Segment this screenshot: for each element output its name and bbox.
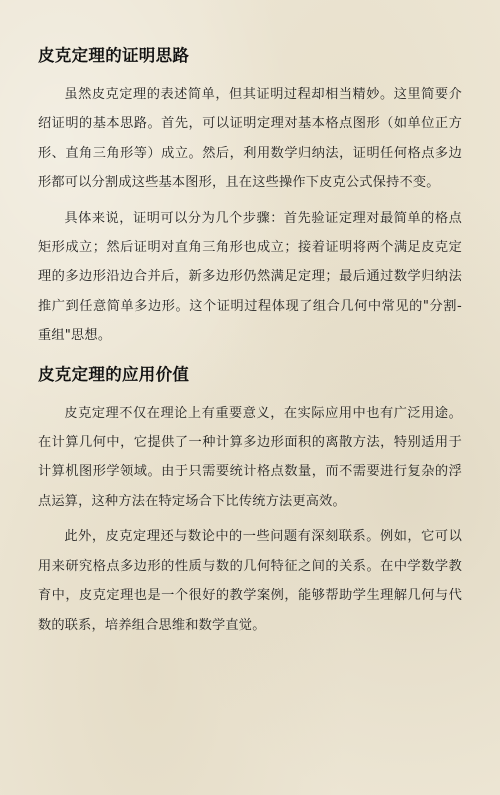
section-heading: 皮克定理的证明思路 xyxy=(38,46,190,65)
paragraph: 虽然皮克定理的表述简单，但其证明过程却相当精妙。这里简要介绍证明的基本思路。首先，可以证明定理对基本格点图形（如单位正方形、直角三角形等）成立。然后，利用数学归纳法，证明任何格点多边形都可以分割成这些基本图形，且在这些操作下皮克公式保持不变。 xyxy=(38,87,462,191)
section-heading: 皮克定理的应用价值 xyxy=(38,364,190,384)
section-application-value xyxy=(38,363,462,640)
paragraph: 具体来说，证明可以分为几个步骤：首先验证定理对最简单的格点矩形成立；然后证明对直角三角形也成立；接着证明将两个满足皮克定理的多边形沿边合并后，新多边形仍然满足定理；最后通过数学归纳法推广到任意简单多边形。这个证明过程体现了组合几何中常见的"分割-重组"思想。 xyxy=(38,210,462,344)
paragraph: 此外，皮克定理还与数论中的一些问题有深刻联系。例如，它可以用来研究格点多边形的性质与数的几何特征之间的关系。在中学数学教育中，皮克定理也是一个很好的教学案例，能够帮助学生理解几何与代数的联系，培养组合思维和数学直觉。 xyxy=(38,529,462,633)
paragraph: 皮克定理不仅在理论上有重要意义，在实际应用中也有广泛用途。在计算几何中，它提供了一种计算多边形面积的离散方法，特别适用于计算机图形学领域。由于只需要统计格点数量，而不需要进行复杂的浮点运算，这种方法在特定场合下比传统方法更高效。 xyxy=(38,405,462,509)
section-proof-approach xyxy=(38,44,462,351)
